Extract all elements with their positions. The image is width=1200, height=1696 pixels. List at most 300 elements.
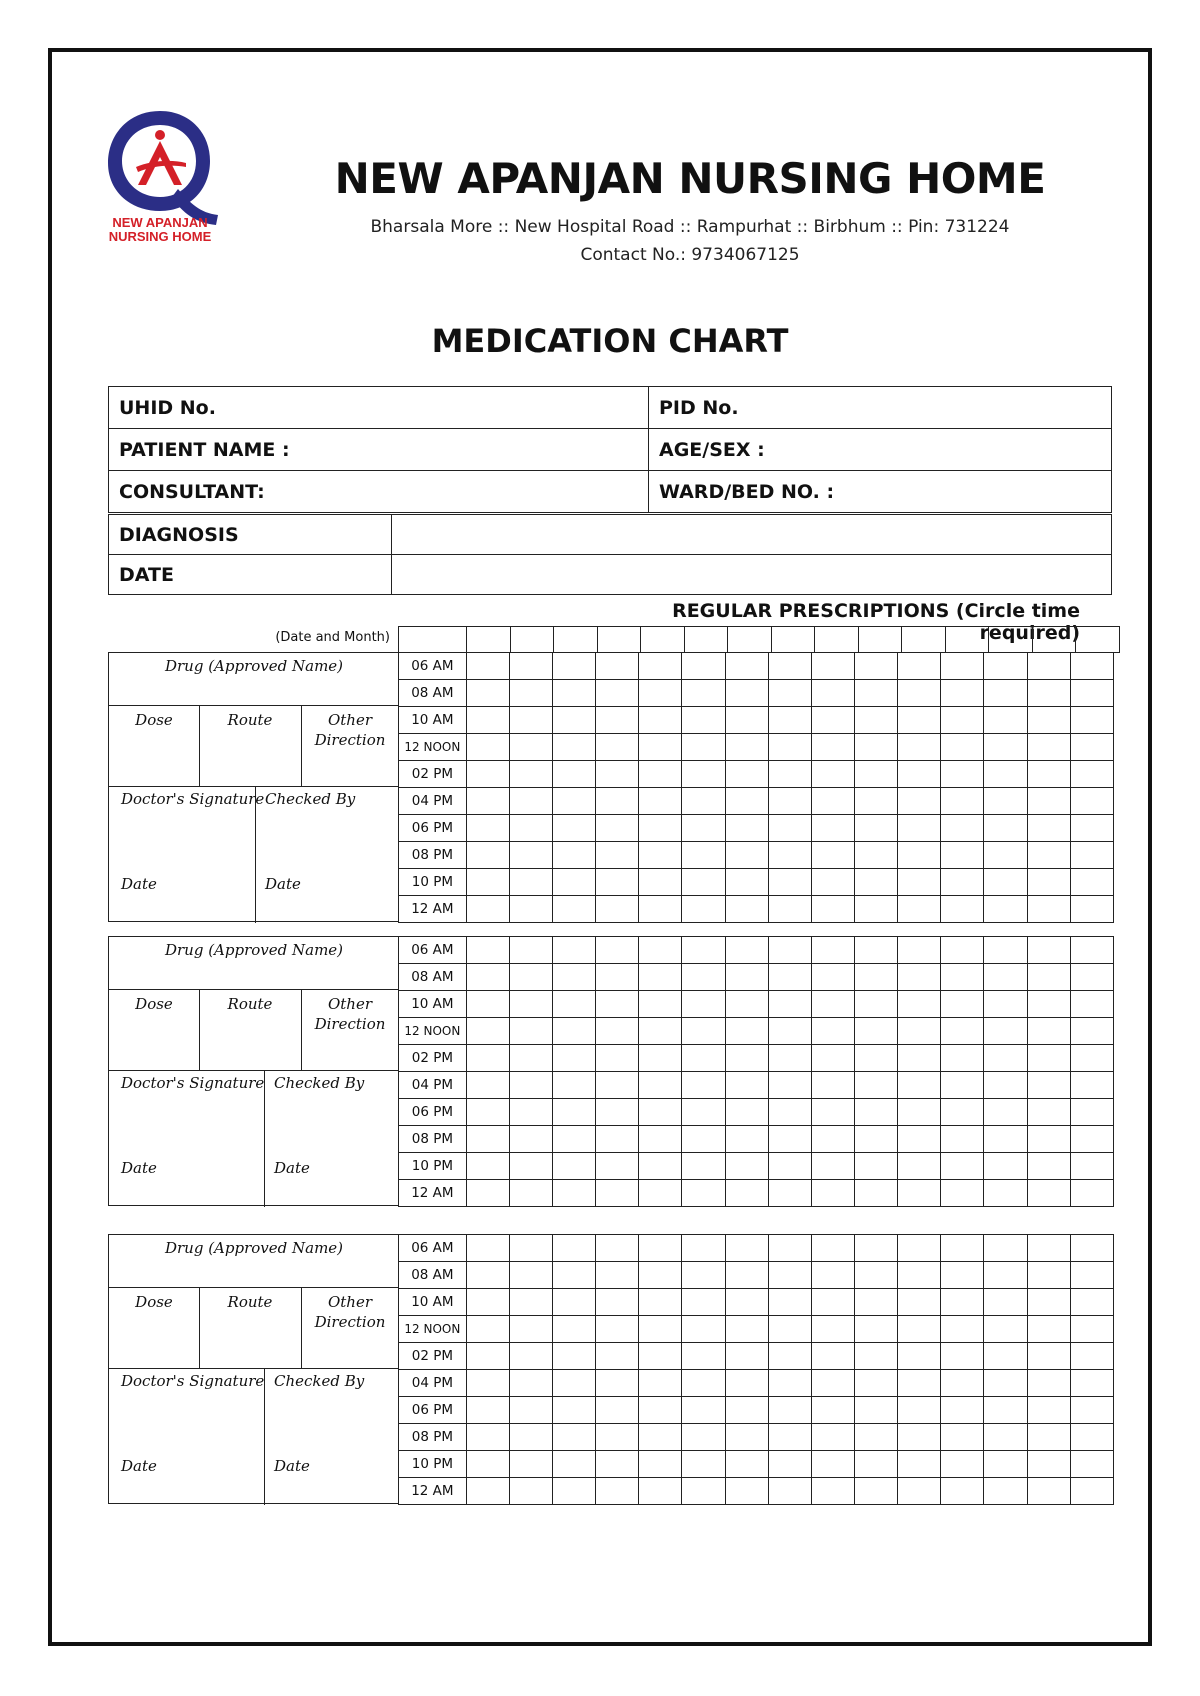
doctor-date-label[interactable]: Date	[121, 875, 157, 893]
administration-cell[interactable]	[984, 1045, 1027, 1072]
administration-cell[interactable]	[596, 1397, 639, 1424]
administration-cell[interactable]	[898, 1180, 941, 1207]
pid-field[interactable]: PID No.	[649, 387, 1112, 429]
administration-cell[interactable]	[466, 1045, 509, 1072]
date-header-cell[interactable]	[989, 627, 1033, 653]
administration-cell[interactable]	[898, 1045, 941, 1072]
administration-cell[interactable]	[1070, 1451, 1113, 1478]
date-header-cell[interactable]	[771, 627, 815, 653]
checked-date-label[interactable]: Date	[265, 875, 301, 893]
administration-cell[interactable]	[1027, 653, 1070, 680]
administration-cell[interactable]	[898, 1424, 941, 1451]
administration-cell[interactable]	[509, 680, 552, 707]
administration-cell[interactable]	[639, 1478, 682, 1505]
administration-cell[interactable]	[941, 1397, 984, 1424]
administration-cell[interactable]	[811, 1424, 854, 1451]
administration-cell[interactable]	[1027, 1343, 1070, 1370]
administration-cell[interactable]	[1027, 1397, 1070, 1424]
administration-cell[interactable]	[509, 1045, 552, 1072]
administration-cell[interactable]	[509, 964, 552, 991]
administration-cell[interactable]	[811, 1343, 854, 1370]
administration-cell[interactable]	[639, 707, 682, 734]
time-slot-label[interactable]: 10 AM	[399, 991, 467, 1018]
time-slot-label[interactable]: 06 PM	[399, 815, 467, 842]
administration-cell[interactable]	[1027, 788, 1070, 815]
administration-cell[interactable]	[639, 1289, 682, 1316]
administration-cell[interactable]	[811, 1099, 854, 1126]
date-value[interactable]	[392, 555, 1112, 595]
administration-cell[interactable]	[596, 761, 639, 788]
time-slot-label[interactable]: 08 PM	[399, 1424, 467, 1451]
administration-cell[interactable]	[553, 1072, 596, 1099]
administration-cell[interactable]	[553, 1478, 596, 1505]
administration-cell[interactable]	[1027, 1153, 1070, 1180]
administration-cell[interactable]	[639, 788, 682, 815]
administration-cell[interactable]	[855, 1235, 898, 1262]
administration-cell[interactable]	[768, 1018, 811, 1045]
administration-cell[interactable]	[596, 1126, 639, 1153]
administration-cell[interactable]	[553, 1370, 596, 1397]
administration-cell[interactable]	[553, 1262, 596, 1289]
administration-cell[interactable]	[466, 1397, 509, 1424]
administration-cell[interactable]	[466, 815, 509, 842]
administration-cell[interactable]	[639, 1235, 682, 1262]
administration-cell[interactable]	[855, 1045, 898, 1072]
administration-cell[interactable]	[898, 815, 941, 842]
administration-cell[interactable]	[509, 761, 552, 788]
administration-cell[interactable]	[1070, 842, 1113, 869]
administration-cell[interactable]	[855, 734, 898, 761]
administration-cell[interactable]	[768, 1072, 811, 1099]
administration-cell[interactable]	[855, 815, 898, 842]
administration-cell[interactable]	[811, 1153, 854, 1180]
administration-cell[interactable]	[725, 1370, 768, 1397]
administration-cell[interactable]	[855, 1262, 898, 1289]
administration-cell[interactable]	[1070, 653, 1113, 680]
time-slot-label[interactable]: 02 PM	[399, 1045, 467, 1072]
administration-cell[interactable]	[509, 707, 552, 734]
doctor-signature-label[interactable]: Doctor's Signature	[121, 1074, 265, 1092]
administration-cell[interactable]	[941, 788, 984, 815]
administration-cell[interactable]	[1070, 1370, 1113, 1397]
administration-cell[interactable]	[768, 964, 811, 991]
administration-cell[interactable]	[855, 869, 898, 896]
administration-cell[interactable]	[596, 937, 639, 964]
administration-cell[interactable]	[466, 1262, 509, 1289]
date-header-cell[interactable]	[684, 627, 728, 653]
date-header-cell[interactable]	[597, 627, 641, 653]
administration-cell[interactable]	[553, 869, 596, 896]
administration-cell[interactable]	[1070, 1099, 1113, 1126]
administration-cell[interactable]	[941, 1478, 984, 1505]
administration-cell[interactable]	[553, 964, 596, 991]
administration-cell[interactable]	[639, 991, 682, 1018]
administration-cell[interactable]	[984, 1343, 1027, 1370]
administration-cell[interactable]	[898, 1451, 941, 1478]
administration-cell[interactable]	[596, 653, 639, 680]
administration-cell[interactable]	[596, 1018, 639, 1045]
administration-cell[interactable]	[1070, 1262, 1113, 1289]
administration-cell[interactable]	[639, 869, 682, 896]
administration-cell[interactable]	[682, 1180, 725, 1207]
administration-cell[interactable]	[725, 680, 768, 707]
administration-cell[interactable]	[898, 1478, 941, 1505]
drug-name-label[interactable]: Drug (Approved Name)	[164, 657, 344, 675]
administration-cell[interactable]	[855, 1478, 898, 1505]
dose-label[interactable]: Dose	[135, 1293, 173, 1311]
administration-cell[interactable]	[596, 707, 639, 734]
administration-cell[interactable]	[984, 707, 1027, 734]
administration-cell[interactable]	[1070, 1126, 1113, 1153]
administration-cell[interactable]	[768, 1397, 811, 1424]
time-slot-label[interactable]: 08 AM	[399, 1262, 467, 1289]
time-slot-label[interactable]: 12 NOON	[399, 1018, 467, 1045]
administration-cell[interactable]	[553, 1424, 596, 1451]
administration-cell[interactable]	[509, 1397, 552, 1424]
administration-cell[interactable]	[682, 1099, 725, 1126]
administration-cell[interactable]	[553, 842, 596, 869]
administration-cell[interactable]	[984, 653, 1027, 680]
administration-cell[interactable]	[898, 937, 941, 964]
dose-label[interactable]: Dose	[135, 995, 173, 1013]
administration-cell[interactable]	[639, 842, 682, 869]
administration-cell[interactable]	[553, 1180, 596, 1207]
administration-cell[interactable]	[725, 1343, 768, 1370]
time-slot-label[interactable]: 06 AM	[399, 1235, 467, 1262]
administration-cell[interactable]	[466, 964, 509, 991]
date-header-cell[interactable]	[1032, 627, 1076, 653]
administration-cell[interactable]	[984, 788, 1027, 815]
administration-cell[interactable]	[855, 1180, 898, 1207]
administration-cell[interactable]	[984, 1099, 1027, 1126]
administration-cell[interactable]	[1070, 761, 1113, 788]
ward-bed-field[interactable]: WARD/BED NO. :	[649, 471, 1112, 513]
administration-cell[interactable]	[725, 1478, 768, 1505]
administration-cell[interactable]	[984, 1316, 1027, 1343]
administration-cell[interactable]	[984, 1370, 1027, 1397]
administration-cell[interactable]	[855, 680, 898, 707]
administration-cell[interactable]	[725, 1018, 768, 1045]
time-slot-label[interactable]: 04 PM	[399, 1370, 467, 1397]
administration-cell[interactable]	[596, 1289, 639, 1316]
administration-cell[interactable]	[682, 1262, 725, 1289]
date-header-cell[interactable]	[467, 627, 511, 653]
administration-cell[interactable]	[596, 788, 639, 815]
administration-cell[interactable]	[1070, 1343, 1113, 1370]
administration-cell[interactable]	[725, 896, 768, 923]
administration-cell[interactable]	[1027, 761, 1070, 788]
administration-cell[interactable]	[596, 1424, 639, 1451]
administration-cell[interactable]	[855, 653, 898, 680]
administration-cell[interactable]	[941, 653, 984, 680]
administration-cell[interactable]	[682, 1018, 725, 1045]
administration-cell[interactable]	[509, 1072, 552, 1099]
administration-cell[interactable]	[941, 1343, 984, 1370]
administration-cell[interactable]	[725, 1045, 768, 1072]
administration-cell[interactable]	[682, 1343, 725, 1370]
administration-cell[interactable]	[553, 1018, 596, 1045]
administration-cell[interactable]	[768, 1180, 811, 1207]
administration-cell[interactable]	[725, 1099, 768, 1126]
administration-cell[interactable]	[768, 937, 811, 964]
administration-cell[interactable]	[639, 1370, 682, 1397]
administration-cell[interactable]	[898, 991, 941, 1018]
administration-cell[interactable]	[1027, 1045, 1070, 1072]
administration-cell[interactable]	[898, 842, 941, 869]
administration-cell[interactable]	[553, 680, 596, 707]
administration-cell[interactable]	[596, 1316, 639, 1343]
administration-cell[interactable]	[1070, 1018, 1113, 1045]
administration-cell[interactable]	[509, 1289, 552, 1316]
administration-cell[interactable]	[855, 964, 898, 991]
time-slot-label[interactable]: 06 PM	[399, 1397, 467, 1424]
administration-cell[interactable]	[509, 1099, 552, 1126]
administration-cell[interactable]	[811, 842, 854, 869]
administration-cell[interactable]	[682, 680, 725, 707]
administration-cell[interactable]	[941, 1126, 984, 1153]
administration-cell[interactable]	[768, 1343, 811, 1370]
administration-cell[interactable]	[1027, 869, 1070, 896]
administration-cell[interactable]	[596, 680, 639, 707]
administration-cell[interactable]	[1070, 1153, 1113, 1180]
administration-cell[interactable]	[509, 1235, 552, 1262]
administration-cell[interactable]	[466, 1370, 509, 1397]
administration-cell[interactable]	[466, 1180, 509, 1207]
administration-cell[interactable]	[941, 1099, 984, 1126]
administration-cell[interactable]	[1070, 815, 1113, 842]
checked-date-label[interactable]: Date	[274, 1457, 310, 1475]
administration-cell[interactable]	[725, 842, 768, 869]
administration-cell[interactable]	[553, 991, 596, 1018]
administration-cell[interactable]	[811, 991, 854, 1018]
administration-cell[interactable]	[725, 707, 768, 734]
administration-cell[interactable]	[811, 1370, 854, 1397]
administration-cell[interactable]	[466, 1126, 509, 1153]
administration-cell[interactable]	[941, 1018, 984, 1045]
administration-cell[interactable]	[1027, 1289, 1070, 1316]
administration-cell[interactable]	[725, 788, 768, 815]
date-header-cell[interactable]	[554, 627, 598, 653]
doctor-signature-label[interactable]: Doctor's Signature	[121, 790, 265, 808]
administration-cell[interactable]	[855, 1018, 898, 1045]
administration-cell[interactable]	[639, 1045, 682, 1072]
administration-cell[interactable]	[466, 842, 509, 869]
administration-cell[interactable]	[725, 815, 768, 842]
administration-cell[interactable]	[1027, 991, 1070, 1018]
administration-cell[interactable]	[898, 761, 941, 788]
administration-cell[interactable]	[466, 1316, 509, 1343]
administration-cell[interactable]	[898, 1072, 941, 1099]
administration-cell[interactable]	[811, 964, 854, 991]
administration-cell[interactable]	[768, 1370, 811, 1397]
administration-cell[interactable]	[1070, 707, 1113, 734]
administration-cell[interactable]	[682, 1289, 725, 1316]
administration-cell[interactable]	[596, 1451, 639, 1478]
checked-by-label[interactable]: Checked By	[274, 1372, 365, 1390]
administration-cell[interactable]	[466, 1072, 509, 1099]
administration-cell[interactable]	[984, 1180, 1027, 1207]
administration-cell[interactable]	[1070, 1397, 1113, 1424]
administration-cell[interactable]	[898, 788, 941, 815]
administration-cell[interactable]	[682, 1126, 725, 1153]
doctor-date-label[interactable]: Date	[121, 1457, 157, 1475]
administration-cell[interactable]	[509, 1316, 552, 1343]
administration-cell[interactable]	[725, 869, 768, 896]
route-label[interactable]: Route	[227, 711, 273, 729]
administration-cell[interactable]	[1027, 815, 1070, 842]
administration-cell[interactable]	[1027, 1316, 1070, 1343]
administration-cell[interactable]	[768, 761, 811, 788]
administration-cell[interactable]	[811, 1045, 854, 1072]
administration-cell[interactable]	[984, 680, 1027, 707]
time-slot-label[interactable]: 08 PM	[399, 1126, 467, 1153]
administration-cell[interactable]	[811, 761, 854, 788]
administration-cell[interactable]	[509, 1424, 552, 1451]
administration-cell[interactable]	[855, 1289, 898, 1316]
administration-cell[interactable]	[811, 1018, 854, 1045]
administration-cell[interactable]	[768, 869, 811, 896]
administration-cell[interactable]	[898, 1343, 941, 1370]
administration-cell[interactable]	[725, 1126, 768, 1153]
administration-cell[interactable]	[596, 1370, 639, 1397]
date-header-cell[interactable]	[1076, 627, 1120, 653]
administration-cell[interactable]	[855, 761, 898, 788]
time-slot-label[interactable]: 12 NOON	[399, 1316, 467, 1343]
administration-cell[interactable]	[725, 1072, 768, 1099]
administration-cell[interactable]	[725, 653, 768, 680]
administration-cell[interactable]	[768, 1262, 811, 1289]
administration-cell[interactable]	[466, 734, 509, 761]
time-slot-label[interactable]: 10 PM	[399, 1153, 467, 1180]
administration-cell[interactable]	[466, 653, 509, 680]
administration-cell[interactable]	[1027, 1370, 1070, 1397]
administration-cell[interactable]	[1027, 1235, 1070, 1262]
administration-cell[interactable]	[1070, 1235, 1113, 1262]
administration-cell[interactable]	[553, 1045, 596, 1072]
administration-cell[interactable]	[639, 815, 682, 842]
administration-cell[interactable]	[725, 1316, 768, 1343]
administration-cell[interactable]	[509, 1018, 552, 1045]
administration-cell[interactable]	[1027, 680, 1070, 707]
administration-cell[interactable]	[984, 1126, 1027, 1153]
administration-cell[interactable]	[639, 761, 682, 788]
administration-cell[interactable]	[466, 1451, 509, 1478]
administration-cell[interactable]	[725, 1153, 768, 1180]
administration-cell[interactable]	[768, 680, 811, 707]
time-slot-label[interactable]: 10 PM	[399, 1451, 467, 1478]
administration-cell[interactable]	[811, 896, 854, 923]
administration-cell[interactable]	[509, 842, 552, 869]
time-slot-label[interactable]: 04 PM	[399, 1072, 467, 1099]
administration-cell[interactable]	[509, 869, 552, 896]
administration-cell[interactable]	[768, 1424, 811, 1451]
doctor-date-label[interactable]: Date	[121, 1159, 157, 1177]
administration-cell[interactable]	[682, 761, 725, 788]
administration-cell[interactable]	[682, 1316, 725, 1343]
administration-cell[interactable]	[811, 1316, 854, 1343]
administration-cell[interactable]	[768, 1289, 811, 1316]
administration-cell[interactable]	[1027, 1424, 1070, 1451]
administration-cell[interactable]	[466, 1099, 509, 1126]
administration-cell[interactable]	[984, 896, 1027, 923]
administration-cell[interactable]	[898, 1289, 941, 1316]
administration-cell[interactable]	[466, 1018, 509, 1045]
administration-cell[interactable]	[941, 1072, 984, 1099]
administration-cell[interactable]	[553, 734, 596, 761]
administration-cell[interactable]	[984, 1451, 1027, 1478]
administration-cell[interactable]	[898, 680, 941, 707]
administration-cell[interactable]	[768, 1045, 811, 1072]
time-slot-label[interactable]: 08 AM	[399, 680, 467, 707]
administration-cell[interactable]	[984, 734, 1027, 761]
administration-cell[interactable]	[596, 991, 639, 1018]
administration-cell[interactable]	[509, 1370, 552, 1397]
administration-cell[interactable]	[639, 1018, 682, 1045]
administration-cell[interactable]	[639, 896, 682, 923]
administration-cell[interactable]	[639, 964, 682, 991]
administration-cell[interactable]	[725, 1397, 768, 1424]
patient-name-field[interactable]: PATIENT NAME :	[109, 429, 649, 471]
administration-cell[interactable]	[811, 937, 854, 964]
other-label-1[interactable]: Other	[327, 1293, 373, 1311]
administration-cell[interactable]	[682, 1451, 725, 1478]
administration-cell[interactable]	[984, 842, 1027, 869]
administration-cell[interactable]	[725, 937, 768, 964]
administration-cell[interactable]	[941, 1262, 984, 1289]
administration-cell[interactable]	[1070, 1180, 1113, 1207]
administration-cell[interactable]	[596, 1262, 639, 1289]
date-header-cell[interactable]	[815, 627, 859, 653]
time-slot-label[interactable]: 12 AM	[399, 1180, 467, 1207]
administration-cell[interactable]	[768, 815, 811, 842]
administration-cell[interactable]	[898, 1099, 941, 1126]
administration-cell[interactable]	[682, 1478, 725, 1505]
administration-cell[interactable]	[1027, 1126, 1070, 1153]
administration-cell[interactable]	[855, 788, 898, 815]
administration-cell[interactable]	[898, 707, 941, 734]
administration-cell[interactable]	[682, 707, 725, 734]
administration-cell[interactable]	[639, 680, 682, 707]
administration-cell[interactable]	[725, 1235, 768, 1262]
administration-cell[interactable]	[725, 761, 768, 788]
administration-cell[interactable]	[941, 761, 984, 788]
administration-cell[interactable]	[596, 896, 639, 923]
route-label[interactable]: Route	[227, 1293, 273, 1311]
administration-cell[interactable]	[855, 1343, 898, 1370]
administration-cell[interactable]	[941, 680, 984, 707]
administration-cell[interactable]	[768, 788, 811, 815]
administration-cell[interactable]	[509, 991, 552, 1018]
administration-cell[interactable]	[1027, 842, 1070, 869]
administration-cell[interactable]	[682, 1424, 725, 1451]
administration-cell[interactable]	[811, 1289, 854, 1316]
administration-cell[interactable]	[984, 1018, 1027, 1045]
administration-cell[interactable]	[984, 937, 1027, 964]
administration-cell[interactable]	[596, 842, 639, 869]
administration-cell[interactable]	[811, 1180, 854, 1207]
time-slot-label[interactable]: 06 AM	[399, 653, 467, 680]
administration-cell[interactable]	[509, 788, 552, 815]
administration-cell[interactable]	[768, 1451, 811, 1478]
administration-cell[interactable]	[596, 1099, 639, 1126]
administration-cell[interactable]	[941, 1451, 984, 1478]
administration-cell[interactable]	[855, 1370, 898, 1397]
administration-cell[interactable]	[984, 815, 1027, 842]
administration-cell[interactable]	[466, 1153, 509, 1180]
administration-cell[interactable]	[509, 1262, 552, 1289]
administration-cell[interactable]	[1070, 964, 1113, 991]
administration-cell[interactable]	[509, 937, 552, 964]
